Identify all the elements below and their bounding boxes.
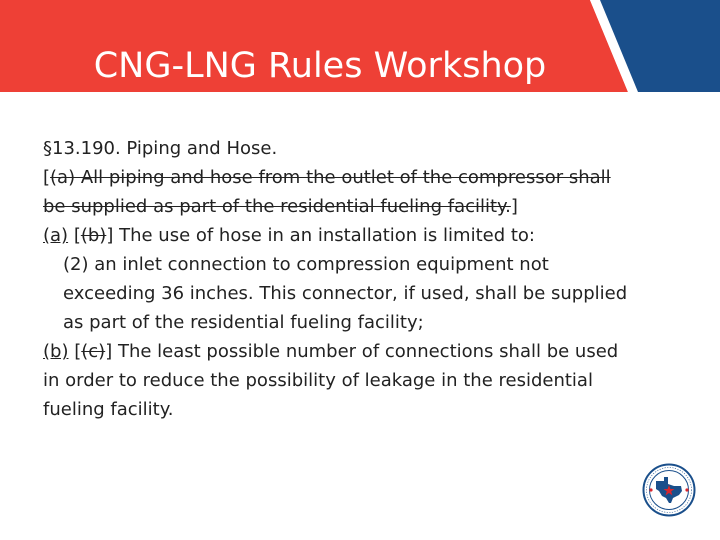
- sub-item-line-3: as part of the residential fueling facility;: [63, 312, 424, 333]
- texas-railroad-commission-seal-icon: [642, 463, 696, 517]
- item-b-new-marker: (b): [43, 341, 69, 362]
- deleted-open-bracket: [: [43, 167, 51, 188]
- item-a-close-bracket: ]: [106, 225, 114, 246]
- item-b-line-3: fueling facility.: [43, 399, 174, 420]
- deleted-paragraph-line-1: [43, 163, 683, 192]
- slide-body: [43, 134, 683, 424]
- deleted-close-bracket: ]: [510, 196, 518, 217]
- item-b-open-bracket: [: [74, 341, 82, 362]
- section-heading: §13.190. Piping and Hose.: [43, 138, 278, 159]
- item-a-open-bracket: [: [73, 225, 81, 246]
- slide-title: CNG-LNG Rules Workshop: [93, 46, 547, 86]
- item-a: [43, 221, 683, 250]
- item-b-text-1: The least possible number of connections shall be used: [112, 341, 619, 362]
- sub-item-line-1: (2) an inlet connection to compression equipment not: [63, 254, 549, 275]
- deleted-text-2: be supplied as part of the residential fueling facility.: [43, 196, 511, 217]
- item-a-old-marker: (b): [80, 225, 107, 246]
- item-a-text: The use of hose in an installation is limited to:: [113, 225, 535, 246]
- item-a-new-marker: (a): [43, 225, 69, 246]
- item-b-old-marker: (c): [81, 341, 106, 362]
- deleted-paragraph-line-2: [43, 192, 683, 221]
- item-b-line-2: in order to reduce the possibility of leakage in the residential: [43, 370, 593, 391]
- sub-item-line-2: exceeding 36 inches. This connector, if used, shall be supplied: [63, 283, 628, 304]
- deleted-text-1: (a) All piping and hose from the outlet of the compressor shall: [50, 167, 611, 188]
- item-b: [43, 337, 683, 366]
- item-b-close-bracket: ]: [105, 341, 113, 362]
